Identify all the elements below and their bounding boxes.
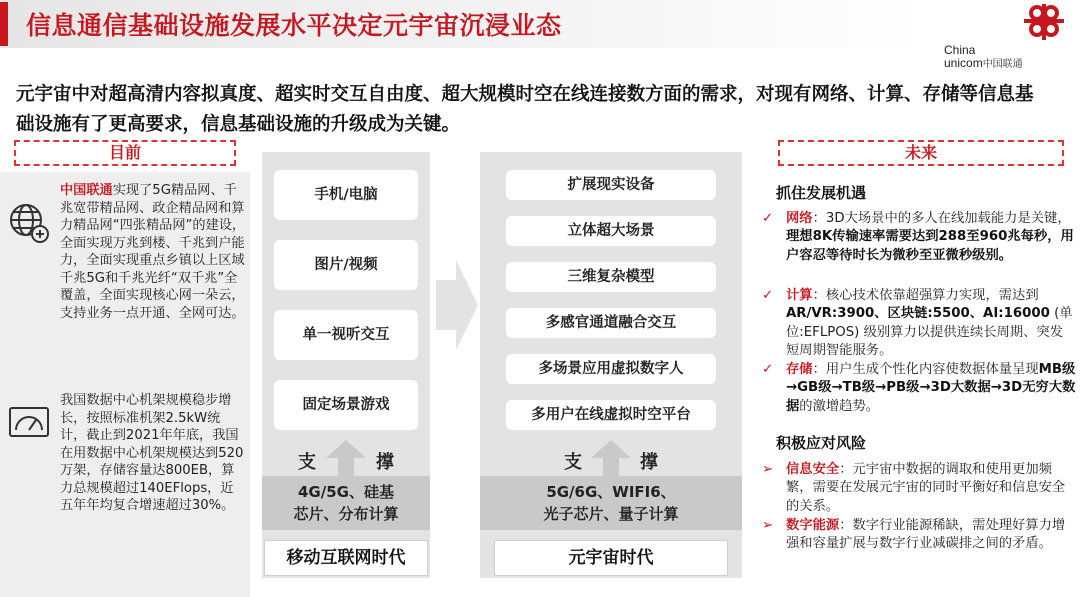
compute-item — [762, 287, 1076, 360]
metaverse-era-label: 元宇宙时代 — [494, 540, 728, 576]
risk-heading: 积极应对风险 — [776, 434, 867, 452]
network-bold: 理想8K传输速率需要达到288至960兆每秒，用户容忍等待时长为微秒至亚微秒级别。 — [786, 229, 1074, 263]
unicom-network-body: 实现了5G精品网、千兆宽带精品网、政企精品网和算力精品网“四张精品网”的建设，全面实现万兆到楼、千兆到户能力，全面实现重点乡镇以上区域千兆5G和千兆光纤“双千兆”全覆盖，全面实现核心网一朵云，支持业务一点开通、全网可达。 — [60, 183, 246, 321]
mobile-tech-base — [262, 476, 430, 530]
metaverse-item-1: 扩展现实设备 — [506, 170, 716, 200]
current-header: 目前 — [14, 140, 236, 166]
storage-item — [762, 361, 1076, 416]
logo-en-line2: unicom — [944, 56, 983, 70]
energy-text: ：数字行业能源稀缺，需处理好算力增强和容量扩展与数字行业减碳排之间的矛盾。 — [786, 518, 1066, 552]
check-icon: ✓ — [762, 288, 774, 303]
mobile-item-3: 单一视听交互 — [274, 310, 418, 360]
energy-item — [762, 517, 1076, 554]
unicom-highlight: 中国联通 — [60, 183, 113, 198]
metaverse-era-column — [480, 152, 742, 578]
mobile-tech-line2: 芯片、分布计算 — [293, 505, 399, 523]
speedometer-icon — [6, 400, 52, 446]
storage-text-tail: 的激增趋势。 — [799, 398, 880, 414]
storage-bold: MB级→GB级→TB级→PB级→3D大数据→3D无穷大数据 — [786, 362, 1076, 414]
metaverse-item-3: 三维复杂模型 — [506, 262, 716, 292]
logo-cn: 中国联通 — [982, 59, 1023, 70]
title-accent-bar — [0, 2, 8, 46]
metaverse-tech-base — [480, 476, 742, 530]
compute-text-tail: (单位:EFLPOS) 级别算力以提供连续长周期、突发短周期智能服务。 — [786, 306, 1073, 358]
mobile-tech-line1: 4G/5G、硅基 — [298, 483, 394, 501]
storage-text: ：用户生成个性化内容使数据体量呈现 — [812, 362, 1039, 377]
network-label: 网络 — [786, 211, 813, 226]
intro-paragraph: 元宇宙中对超高清内容拟真度、超实时交互自由度、超大规模时空在线连接数方面的需求，对现有网络、计算、存储等信息基础设施有了更高要求，信息基础设施的升级成为关键。 — [16, 84, 1034, 135]
title-bar — [0, 0, 930, 48]
support-arrow-icon — [326, 440, 366, 476]
mobile-item-4: 固定场景游戏 — [274, 380, 418, 430]
compute-bold: AR/VR:3900、区块链:5500、AI:16000 — [786, 306, 1050, 322]
datacenter-text: 我国数据中心机架规模稳步增长，按照标准机架2.5kW统计，截止到2021年年底，我国在用数据中心机架规模达到520万架，存储容量达800EB，算力总规模超过140EFlops，近五年年均复合增速超过30%。 — [60, 393, 244, 513]
transition-arrow-icon — [436, 260, 478, 350]
metaverse-tech-line1: 5G/6G、WIFI6、 — [546, 483, 676, 501]
support-left-char: 支 — [298, 452, 316, 473]
arrow-bullet-icon: ➢ — [762, 518, 774, 533]
page-title: 信息通信基础设施发展水平决定元宇宙沉浸业态 — [26, 11, 562, 40]
network-text: ：3D大场景中的多人在线加载能力是关键， — [812, 211, 1071, 226]
security-label: 信息安全 — [786, 462, 840, 477]
support-right-char: 撑 — [640, 452, 658, 473]
mobile-item-2: 图片/视频 — [274, 240, 418, 290]
logo-wordmark — [944, 44, 1074, 71]
energy-label: 数字能源 — [786, 518, 840, 533]
metaverse-item-5: 多场景应用虚拟数字人 — [506, 354, 716, 384]
opportunity-heading: 抓住发展机遇 — [776, 184, 867, 202]
metaverse-item-2: 立体超大场景 — [506, 216, 716, 246]
security-text: ：元宇宙中数据的调取和使用更加频繁，需要在发展元宇宙的同时平衡好和信息安全的关系。 — [786, 462, 1066, 514]
storage-label: 存储 — [786, 362, 813, 377]
china-unicom-logo — [944, 4, 1074, 74]
unicom-knot-icon — [944, 4, 1074, 44]
unicom-network-text — [60, 182, 246, 322]
mobile-era-column — [262, 152, 430, 578]
logo-en-line1: China — [944, 43, 976, 57]
compute-label: 计算 — [786, 288, 813, 303]
security-item — [762, 461, 1076, 516]
support-arrow-icon — [591, 440, 631, 476]
support-left-char: 支 — [564, 452, 582, 473]
future-header: 未来 — [778, 140, 1064, 166]
metaverse-item-4: 多感官通道融合交互 — [506, 308, 716, 338]
support-right-char: 撑 — [376, 452, 394, 473]
check-icon: ✓ — [762, 211, 774, 226]
globe-network-icon — [6, 200, 52, 246]
metaverse-item-6: 多用户在线虚拟时空平台 — [506, 400, 716, 430]
arrow-bullet-icon: ➢ — [762, 462, 774, 477]
network-item — [762, 210, 1076, 265]
check-icon: ✓ — [762, 362, 774, 377]
metaverse-tech-line2: 光子芯片、量子计算 — [543, 505, 679, 523]
compute-text: ：核心技术依靠超强算力实现，需达到 — [812, 288, 1039, 303]
mobile-item-1: 手机/电脑 — [274, 170, 418, 220]
mobile-era-label: 移动互联网时代 — [264, 540, 428, 576]
